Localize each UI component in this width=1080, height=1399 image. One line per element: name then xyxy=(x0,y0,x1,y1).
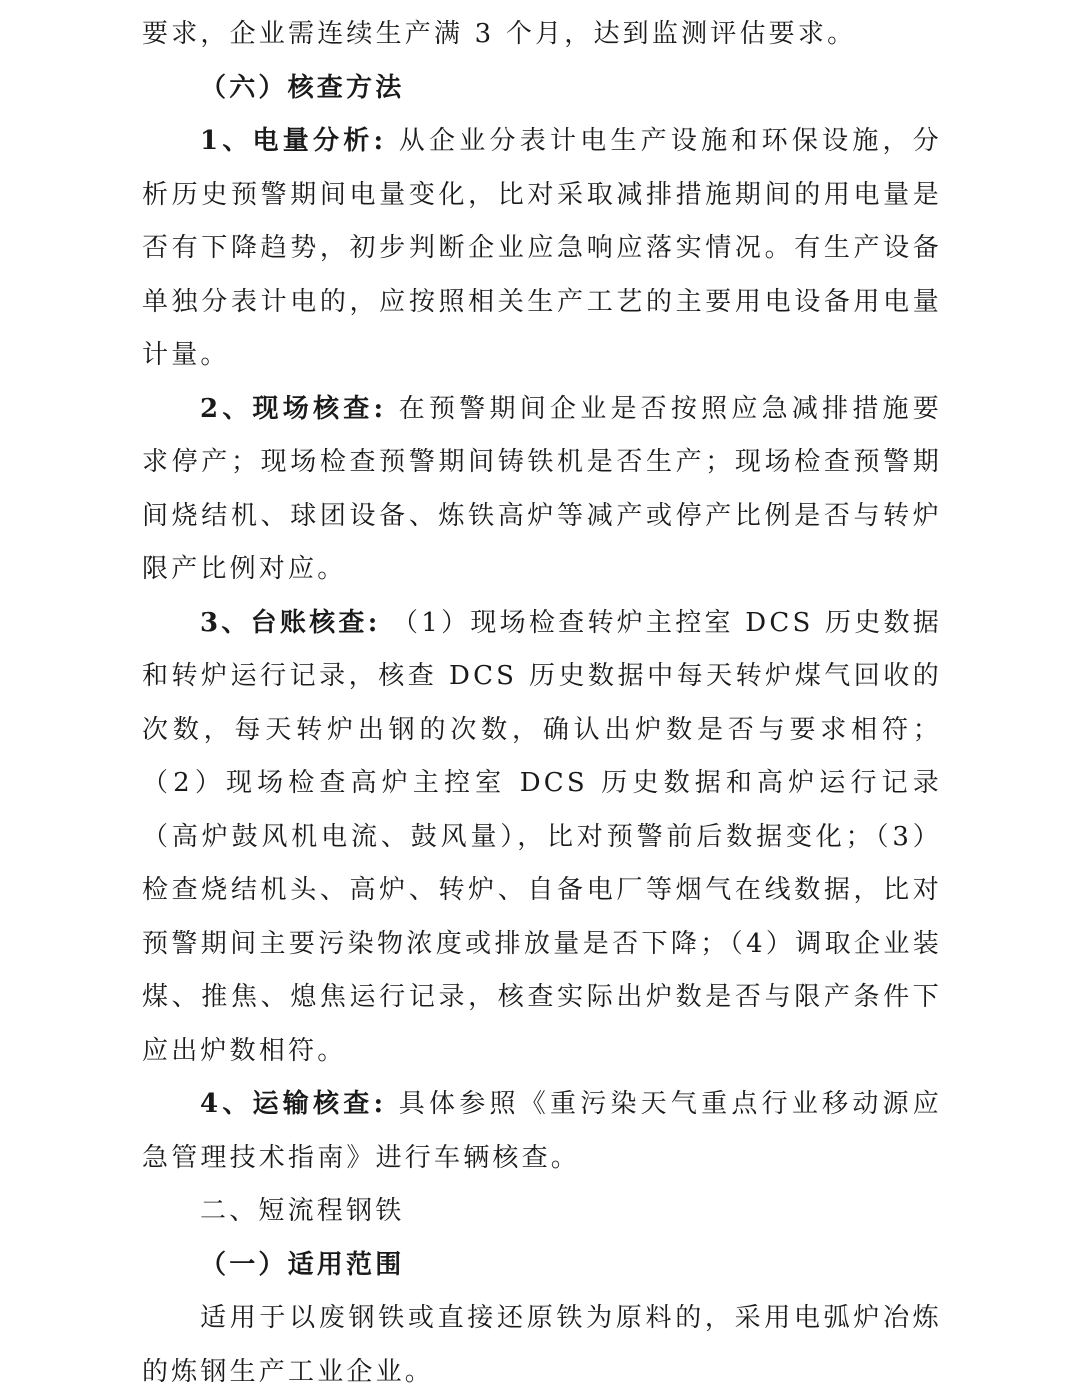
paragraph-lead: 3、台账核查: xyxy=(200,607,381,638)
paragraph-lead: 2、现场核查: xyxy=(200,393,387,424)
heading-text: （一）适用范围 xyxy=(200,1249,405,1280)
section-heading-scope xyxy=(142,1239,942,1293)
heading-text: （六）核查方法 xyxy=(200,72,405,103)
paragraph-lead: 4、运输核查: xyxy=(200,1089,387,1119)
paragraph-text: 在预警期间企业是否按照应急减排措施要求停产；现场检查预警期间铸铁机是否生产；现场检查预警期间烧结机、球团设备、炼铁高炉等减产或停产比例是否与转炉限产比例对应。 xyxy=(142,393,942,584)
paragraph-lead: 1、电量分析: xyxy=(200,126,387,156)
paragraph-text: 要求，企业需连续生产满 3 个月，达到监测评估要求。 xyxy=(142,19,857,49)
paragraph-continuation xyxy=(142,8,942,62)
section-heading-short-process-steel xyxy=(142,1185,942,1239)
paragraph-ledger-inspection xyxy=(142,597,942,1079)
paragraph-text: 具体参照《重污染天气重点行业移动源应急管理技术指南》进行车辆核查。 xyxy=(142,1089,942,1173)
paragraph-transport-inspection xyxy=(142,1078,942,1185)
paragraph-scope xyxy=(142,1292,942,1399)
paragraph-electricity-analysis xyxy=(142,115,942,383)
paragraph-text: 从企业分表计电生产设施和环保设施，分析历史预警期间电量变化，比对采取减排措施期间的用电量是否有下降趋势，初步判断企业应急响应落实情况。有生产设备单独分表计电的，应按照相关生产工艺的主要用电设备用电量计量。 xyxy=(142,126,942,370)
paragraph-text: 适用于以废钢铁或直接还原铁为原料的，采用电弧炉冶炼的炼钢生产工业企业。 xyxy=(142,1303,942,1387)
paragraph-site-inspection xyxy=(142,383,942,597)
heading-text: 二、短流程钢铁 xyxy=(200,1196,405,1226)
paragraph-text: （1）现场检查转炉主控室 DCS 历史数据和转炉运行记录，核查 DCS 历史数据中每天转炉煤气回收的次数，每天转炉出钢的次数，确认出炉数是否与要求相符；（2）现场检查高炉主控室 DCS 历史数据和高炉运行记录（高炉鼓风机电流、鼓风量），比对预警前后数据变化；（3）检查烧结机头、高炉、转炉、自备电厂等烟气在线数据，比对预警期间主要污染物浓度或排放量是否下降；（4）调取企业装煤、推焦、熄焦运行记录，核查实际出炉数是否与限产条件下应出炉数相符。 xyxy=(142,607,942,1066)
section-heading-inspection-methods xyxy=(142,62,942,116)
